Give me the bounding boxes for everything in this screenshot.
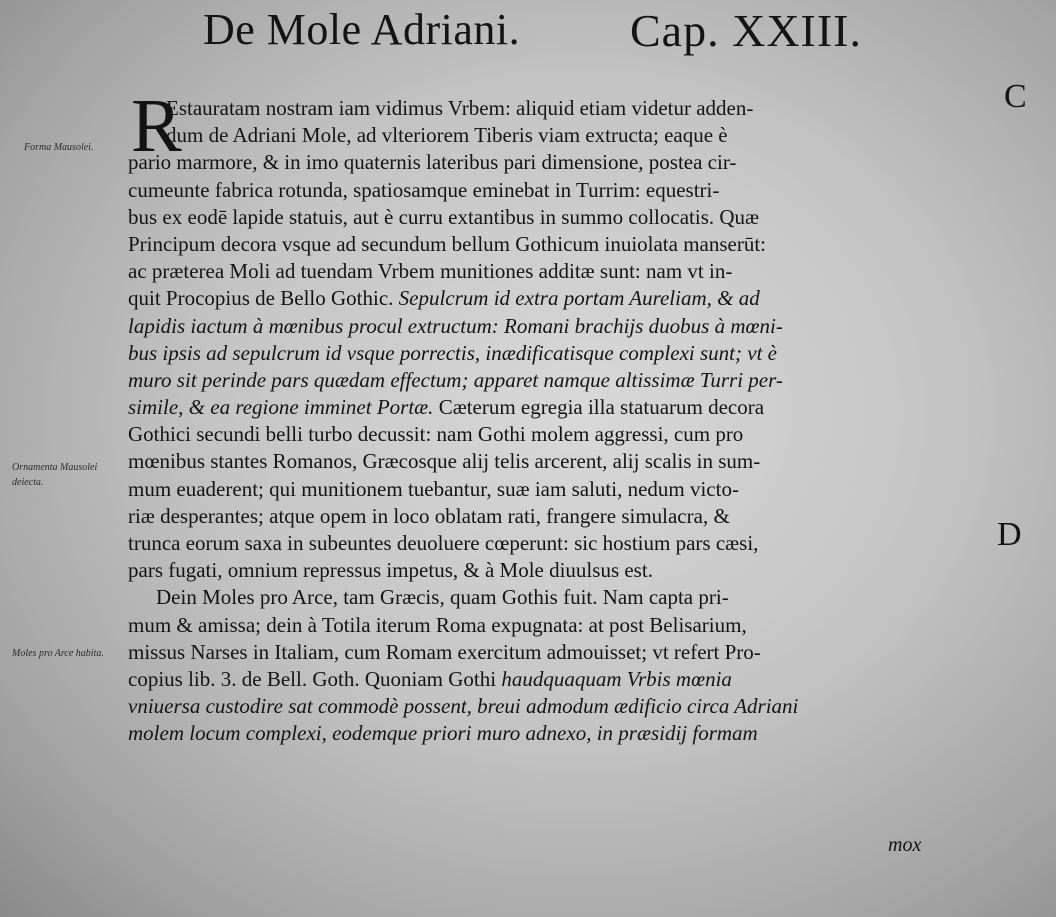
italic-segment: Sepulcrum id extra portam Aureliam, & ad [398, 286, 760, 311]
running-header [0, 4, 1056, 64]
text-line: dum de Adriani Mole, ad vlteriorem Tiberis viam extructa; eaque è [166, 123, 728, 148]
text-line: bus ex eodē lapide statuis, aut è curru extantibus in summo collocatis. Quæ [128, 204, 760, 229]
catchword: mox [888, 834, 922, 856]
text-segment: quit Procopius de Bello Gothic. [128, 286, 394, 311]
text-line: muro sit perinde pars quædam effectum; apparet namque altissimæ Turri per- [128, 367, 783, 392]
text-line: vniuersa custodire sat commodè possent, breui admodum ædificio circa Adriani [128, 694, 799, 719]
text-line: pars fugati, omnium repressus impetus, & à Mole diuulsus est. [128, 558, 653, 583]
section-letter-d: D [997, 516, 1022, 553]
chapter-number: Cap. XXIII. [630, 5, 862, 56]
text-line: riæ desperantes; atque opem in loco oblatam rati, frangere simulacra, & [128, 503, 730, 528]
text-line: pario marmore, & in imo quaternis lateribus pari dimensione, postea cir- [128, 150, 737, 175]
text-segment: Cæterum egregia illa statuarum decora [438, 395, 765, 420]
text-line: cumeunte fabrica rotunda, spatiosamque eminebat in Turrim: equestri- [128, 177, 720, 202]
text-segment: copius lib. 3. de Bell. Goth. Quoniam Gothi [128, 666, 497, 691]
header-title: De Mole Adriani. [203, 5, 521, 54]
text-line: molem locum complexi, eodemque priori muro adnexo, in præsidij formam [128, 721, 758, 746]
italic-segment: haudquaquam Vrbis mœnia [501, 666, 732, 691]
margin-note: Moles pro Arce habita. [12, 648, 104, 659]
text-line: Principum decora vsque ad secundum bellum Gothicum inuiolata manserūt: [128, 231, 767, 256]
text-line [128, 666, 988, 693]
text-line: mum euaderent; qui munitionem tuebantur, suæ iam saluti, nedum victo- [128, 476, 739, 501]
margin-note: Forma Mausolei. [24, 142, 94, 153]
body-text [128, 95, 988, 748]
drop-cap: R [131, 84, 182, 168]
text-line: lapidis iactum à mœnibus procul extructum: Romani brachijs duobus à mœni- [128, 313, 783, 338]
text-line: Estauratam nostram iam vidimus Vrbem: aliquid etiam videtur adden- [166, 96, 754, 120]
text-line: Dein Moles pro Arce, tam Græcis, quam Gothis fuit. Nam capta pri- [156, 585, 729, 610]
text-line: missus Narses in Italiam, cum Romam exercitum admouisset; vt refert Pro- [128, 639, 761, 664]
text-line [128, 394, 988, 421]
text-line: mœnibus stantes Romanos, Græcosque alij telis arcerent, alij scalis in sum- [128, 449, 761, 474]
text-line: mum & amissa; dein à Totila iterum Roma expugnata: at post Belisarium, [128, 612, 747, 637]
text-line: trunca eorum saxa in subeuntes deuoluere cœperunt: sic hostium pars cæsi, [128, 531, 759, 555]
italic-segment: simile, & ea regione imminet Portæ. [128, 395, 434, 420]
text-line: ac præterea Moli ad tuendam Vrbem munitiones additæ sunt: nam vt in- [128, 259, 733, 284]
section-letter-c: C [1004, 78, 1027, 115]
text-line: bus ipsis ad sepulcrum id vsque porrectis, inædificatisque complexi sunt; vt è [128, 340, 777, 365]
text-line: Gothici secundi belli turbo decussit: nam Gothi molem aggressi, cum pro [128, 422, 744, 447]
text-line [128, 285, 988, 312]
margin-note: Ornamenta Mausolei deiecta. [12, 462, 98, 488]
